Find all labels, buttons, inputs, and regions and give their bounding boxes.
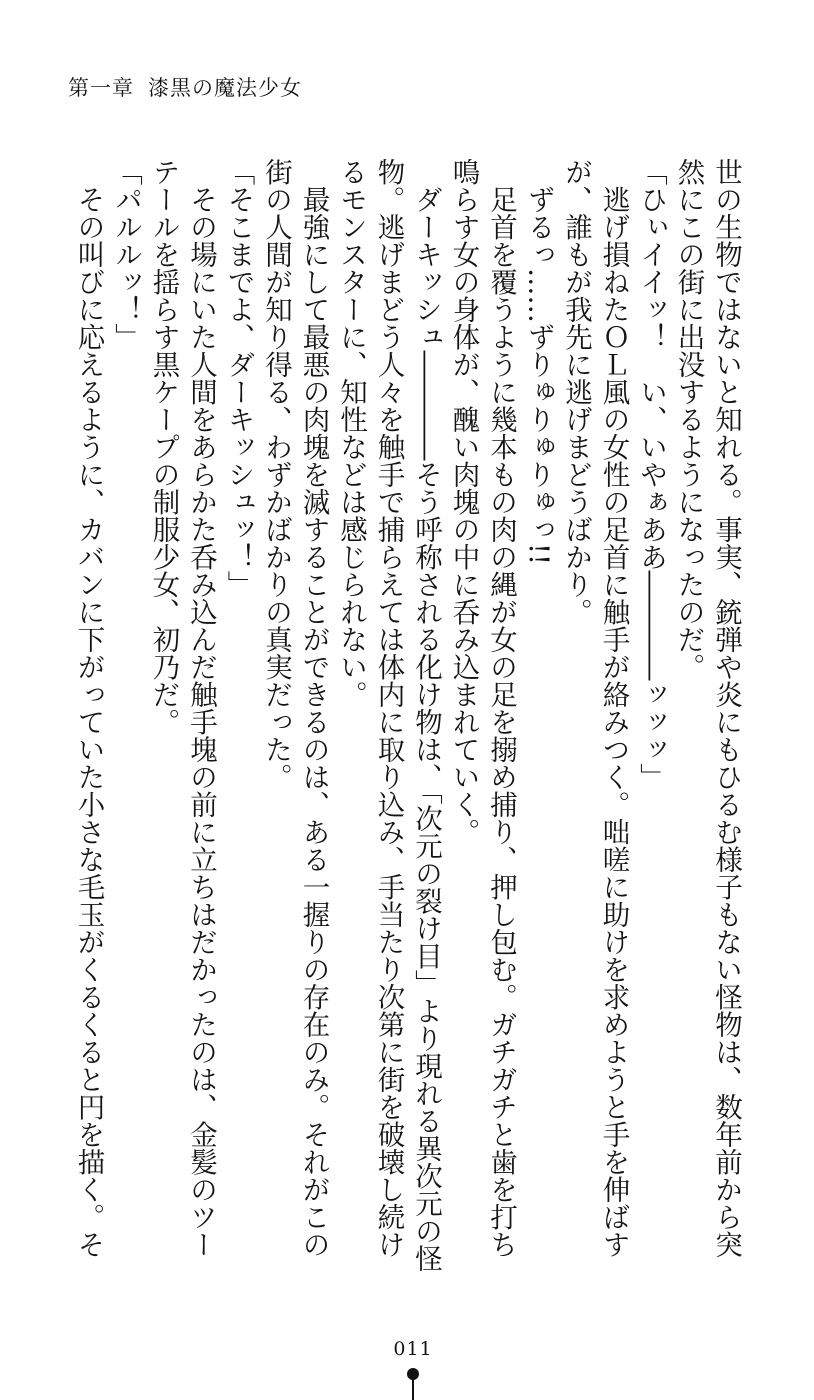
text-line: が、誰もが我先に逃げまどうばかり。 <box>560 158 592 626</box>
text-line: 最強にして最悪の肉塊を滅することができるのは、ある一握りの存在のみ。それがこの <box>297 158 330 1258</box>
text-line: ずるっ……ずりゅりゅりゅっ!! <box>522 158 555 566</box>
text-line: ダーキッシュ――――そう呼称される化け物は、「次元の裂け目」より現れる異次元の怪 <box>410 158 442 1272</box>
page-number: 011 <box>393 1338 433 1360</box>
body-text <box>69 158 744 1272</box>
text-line: 「パルルッ！」 <box>110 158 142 351</box>
text-line: 「そこまでよ、ダーキッシュッ！」 <box>222 158 255 598</box>
page-marker-rule <box>412 1379 414 1400</box>
text-line: その叫びに応えるように、カバンに下がっていた小さな毛玉がくるくると円を描く。そ <box>72 158 105 1258</box>
chapter-title: 漆黒の魔法少女 <box>148 76 302 100</box>
text-line: テールを揺らす黒ケープの制服少女、初乃だ。 <box>147 158 180 736</box>
text-line: 街の人間が知り得る、わずかばかりの真実だった。 <box>260 158 292 791</box>
text-line: 世の生物ではないと知れる。事実、銃弾や炎にもひるむ様子もない怪物は、数年前から突 <box>710 158 742 1258</box>
text-line: るモンスターに、知性などは感じられない。 <box>335 158 367 708</box>
text-line: 然にこの街に出没するようになったのだ。 <box>672 158 705 681</box>
text-line: 「ひぃイイッ！ い、いやぁああ――――ッッッ」 <box>635 158 667 791</box>
chapter-label: 第一章 <box>68 76 134 100</box>
text-line: 物。逃げまどう人々を触手で捕らえては体内に取り込み、手当たり次第に街を破壊し続け <box>372 158 405 1258</box>
text-line: その場にいた人間をあらかた呑み込んだ触手塊の前に立ちはだかったのは、金髪のツー <box>185 158 217 1258</box>
text-line: 足首を覆うように幾本もの肉の縄が女の足を搦め捕り、押し包む。ガチガチと歯を打ち <box>485 158 517 1258</box>
running-header <box>68 72 302 102</box>
text-line: 逃げ損ねたＯＬ風の女性の足首に触手が絡みつく。咄嗟に助けを求めようと手を伸ばす <box>597 158 630 1258</box>
text-line: 鳴らす女の身体が、醜い肉塊の中に呑み込まれていく。 <box>447 158 480 846</box>
